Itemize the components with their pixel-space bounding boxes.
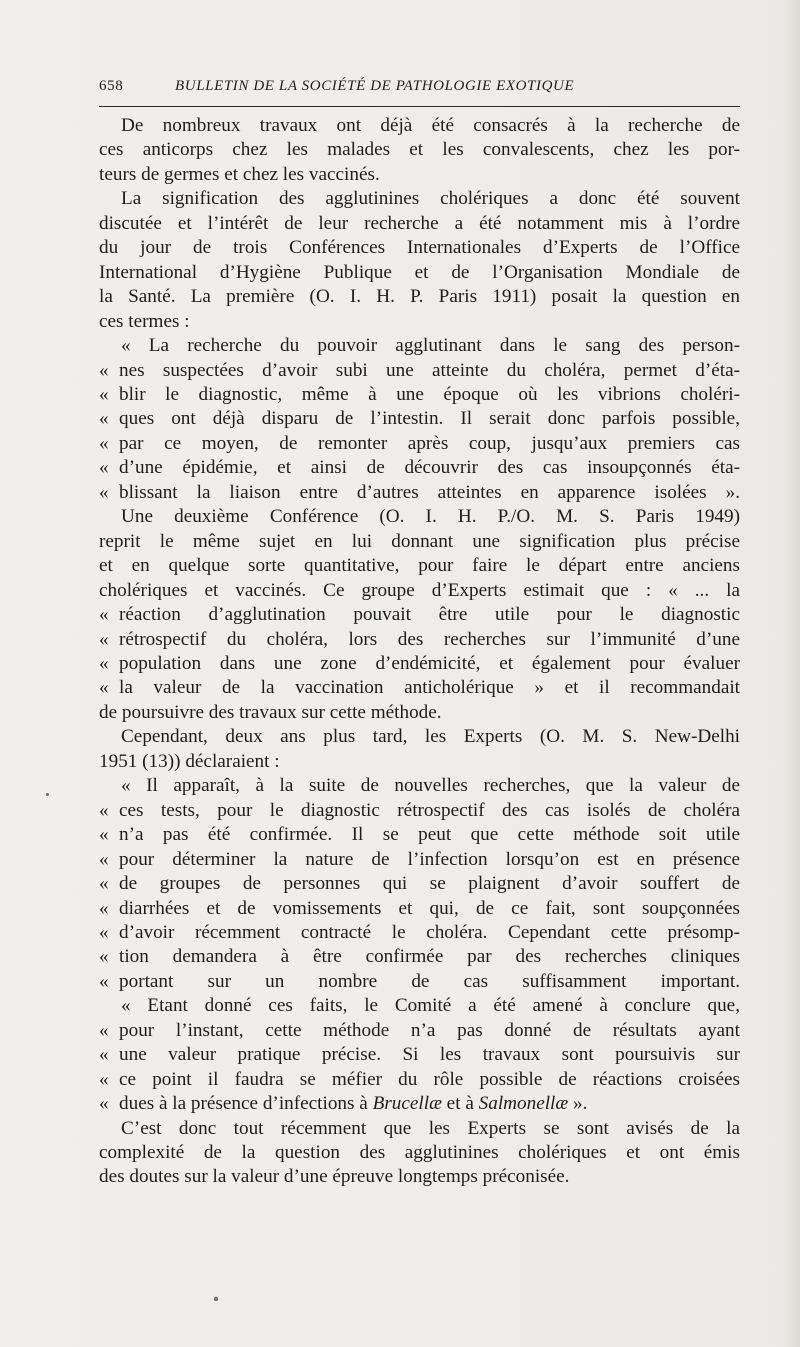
text-line bbox=[99, 505, 740, 529]
text-segment: teurs de germes et chez les vaccinés. bbox=[99, 163, 380, 185]
text-segment: diarrhées et de vomissements et qui, de ce fait, sont soupçonnées bbox=[119, 897, 740, 919]
text-line bbox=[99, 603, 740, 627]
text-segment: La signification des agglutinines cholériques a donc été souvent bbox=[121, 188, 740, 210]
text-line bbox=[99, 921, 740, 945]
continued-quote-mark: « bbox=[99, 1044, 109, 1066]
continued-quote-mark: « bbox=[99, 677, 109, 699]
page-edge-shadow bbox=[782, 0, 800, 1347]
text-segment: de poursuivre des travaux sur cette méthode. bbox=[99, 701, 442, 723]
text-segment: d’avoir récemment contracté le choléra. Cependant cette présomp- bbox=[119, 921, 740, 943]
print-speck bbox=[46, 793, 49, 796]
continued-quote-mark: « bbox=[99, 481, 109, 503]
text-segment: « Etant donné ces faits, le Comité a été amené à conclure que, bbox=[121, 995, 740, 1017]
text-line bbox=[99, 261, 740, 285]
text-segment: dues à la présence d’infections à bbox=[119, 1093, 368, 1115]
continued-quote-mark: « bbox=[99, 652, 109, 674]
text-line bbox=[99, 652, 740, 676]
text-line bbox=[99, 872, 740, 896]
text-segment: « La recherche du pouvoir agglutinant dans le sang des person- bbox=[121, 335, 740, 357]
continued-quote-mark: « bbox=[99, 921, 109, 943]
text-segment: blir le diagnostic, même à une époque où les vibrions choléri- bbox=[119, 383, 740, 405]
text-segment: population dans une zone d’endémicité, et également pour évaluer bbox=[119, 652, 740, 674]
text-segment: et à bbox=[446, 1093, 474, 1115]
running-head bbox=[99, 78, 740, 102]
text-line bbox=[99, 897, 740, 921]
text-segment: tion demandera à être confirmée par des recherches cliniques bbox=[119, 946, 740, 968]
text-line bbox=[99, 1019, 740, 1043]
continued-quote-mark: « bbox=[99, 604, 109, 626]
continued-quote-mark: « bbox=[99, 432, 109, 454]
text-line bbox=[99, 407, 740, 431]
text-line bbox=[99, 187, 740, 211]
text-line bbox=[99, 310, 740, 334]
text-segment: ces tests, pour le diagnostic rétrospectif des cas isolés de choléra bbox=[119, 799, 740, 821]
text-segment: rétrospectif du choléra, lors des recherches sur l’immunité d’une bbox=[119, 628, 740, 650]
text-line bbox=[99, 774, 740, 798]
text-line bbox=[99, 725, 740, 749]
text-line bbox=[99, 236, 740, 260]
text-segment: Une deuxième Conférence (O. I. H. P./O. M. S. Paris 1949) bbox=[121, 506, 740, 528]
genus-name-italic: Brucellæ bbox=[372, 1093, 442, 1115]
continued-quote-mark: « bbox=[99, 799, 109, 821]
text-segment: ces termes : bbox=[99, 310, 190, 332]
continued-quote-mark: « bbox=[99, 408, 109, 430]
text-segment: des doutes sur la valeur d’une épreuve longtemps préconisée. bbox=[99, 1166, 570, 1188]
text-line bbox=[99, 1043, 740, 1067]
continued-quote-mark: « bbox=[99, 897, 109, 919]
text-segment: la Santé. La première (O. I. H. P. Paris 1911) posait la question en bbox=[99, 286, 740, 308]
text-segment: ce point il faudra se méfier du rôle possible de réactions croisées bbox=[119, 1068, 740, 1090]
text-line bbox=[99, 1165, 740, 1189]
continued-quote-mark: « bbox=[99, 873, 109, 895]
text-line bbox=[99, 945, 740, 969]
text-segment: portant sur un nombre de cas suffisamment important. bbox=[119, 970, 740, 992]
text-line bbox=[99, 701, 740, 725]
text-line bbox=[99, 823, 740, 847]
continued-quote-mark: « bbox=[99, 824, 109, 846]
text-line bbox=[99, 1117, 740, 1141]
continued-quote-mark: « bbox=[99, 1068, 109, 1090]
text-line bbox=[99, 1068, 740, 1092]
text-line bbox=[99, 750, 740, 774]
text-line bbox=[99, 579, 740, 603]
text-segment: ces anticorps chez les malades et les convalescents, chez les por- bbox=[99, 139, 740, 161]
text-segment: Cependant, deux ans plus tard, les Experts (O. M. S. New-Delhi bbox=[121, 726, 740, 748]
continued-quote-mark: « bbox=[99, 1093, 109, 1115]
continued-quote-mark: « bbox=[99, 383, 109, 405]
continued-quote-mark: « bbox=[99, 359, 109, 381]
text-line bbox=[99, 676, 740, 700]
text-line bbox=[99, 334, 740, 358]
genus-name-italic: Salmonellæ bbox=[478, 1093, 569, 1115]
text-segment: cholériques et vaccinés. Ce groupe d’Experts estimait que : « ... la bbox=[99, 579, 740, 601]
continued-quote-mark: « bbox=[99, 848, 109, 870]
text-segment: ques ont déjà disparu de l’intestin. Il serait donc parfois possible, bbox=[119, 408, 740, 430]
text-line bbox=[99, 628, 740, 652]
text-line bbox=[99, 530, 740, 554]
text-line bbox=[99, 114, 740, 138]
text-segment: la valeur de la vaccination anticholérique » et il recommandait bbox=[119, 677, 740, 699]
text-line bbox=[99, 138, 740, 162]
text-segment: du jour de trois Conférences Internationales d’Experts de l’Office bbox=[99, 237, 740, 259]
text-line bbox=[99, 554, 740, 578]
text-line bbox=[99, 383, 740, 407]
text-segment: blissant la liaison entre d’autres atteintes en apparence isolées ». bbox=[119, 481, 740, 503]
header-rule bbox=[99, 106, 740, 107]
text-segment: d’une épidémie, et ainsi de découvrir des cas insoupçonnés éta- bbox=[119, 457, 740, 479]
text-line bbox=[99, 285, 740, 309]
text-segment: de groupes de personnes qui se plaignent d’avoir souffert de bbox=[119, 873, 740, 895]
text-segment: réaction d’agglutination pouvait être utile pour le diagnostic bbox=[119, 604, 740, 626]
continued-quote-mark: « bbox=[99, 946, 109, 968]
text-segment: n’a pas été confirmée. Il se peut que cette méthode soit utile bbox=[119, 824, 740, 846]
journal-title: BULLETIN DE LA SOCIÉTÉ DE PATHOLOGIE EXOTIQUE bbox=[175, 78, 575, 94]
text-segment: International d’Hygiène Publique et de l’Organisation Mondiale de bbox=[99, 261, 740, 283]
text-segment: pour déterminer la nature de l’infection lorsqu’on est en présence bbox=[119, 848, 740, 870]
text-segment: nes suspectées d’avoir subi une atteinte du choléra, permet d’éta- bbox=[119, 359, 740, 381]
continued-quote-mark: « bbox=[99, 457, 109, 479]
continued-quote-mark: « bbox=[99, 970, 109, 992]
text-segment: De nombreux travaux ont déjà été consacrés à la recherche de bbox=[121, 115, 740, 136]
text-line bbox=[99, 481, 740, 505]
continued-quote-mark: « bbox=[99, 628, 109, 650]
text-segment: une valeur pratique précise. Si les travaux sont poursuivis sur bbox=[119, 1044, 740, 1066]
text-line bbox=[99, 970, 740, 994]
text-line bbox=[99, 163, 740, 187]
page-number: 658 bbox=[99, 78, 124, 94]
text-segment: complexité de la question des agglutinines cholériques et ont émis bbox=[99, 1142, 740, 1164]
text-line bbox=[99, 212, 740, 236]
text-line bbox=[99, 994, 740, 1018]
text-line bbox=[99, 1141, 740, 1165]
text-segment: 1951 (13)) déclaraient : bbox=[99, 750, 280, 772]
body-text bbox=[99, 114, 740, 1190]
text-line bbox=[99, 848, 740, 872]
text-line bbox=[99, 1092, 740, 1116]
continued-quote-mark: « bbox=[99, 1019, 109, 1041]
text-segment: par ce moyen, de remonter après coup, jusqu’aux premiers cas bbox=[119, 432, 740, 454]
text-line bbox=[99, 359, 740, 383]
text-line bbox=[99, 456, 740, 480]
text-segment: et en quelque sorte quantitative, pour faire le départ entre anciens bbox=[99, 555, 740, 577]
text-segment: C’est donc tout récemment que les Experts se sont avisés de la bbox=[121, 1117, 740, 1139]
text-segment: discutée et l’intérêt de leur recherche a été notamment mis à l’ordre bbox=[99, 212, 740, 234]
text-line bbox=[99, 432, 740, 456]
text-segment: « Il apparaît, à la suite de nouvelles recherches, que la valeur de bbox=[121, 775, 740, 797]
text-segment: pour l’instant, cette méthode n’a pas donné de résultats ayant bbox=[119, 1019, 740, 1041]
text-segment: reprit le même sujet en lui donnant une signification plus précise bbox=[99, 530, 740, 552]
print-speck bbox=[214, 1297, 218, 1301]
text-line bbox=[99, 799, 740, 823]
text-segment: ». bbox=[572, 1093, 588, 1115]
